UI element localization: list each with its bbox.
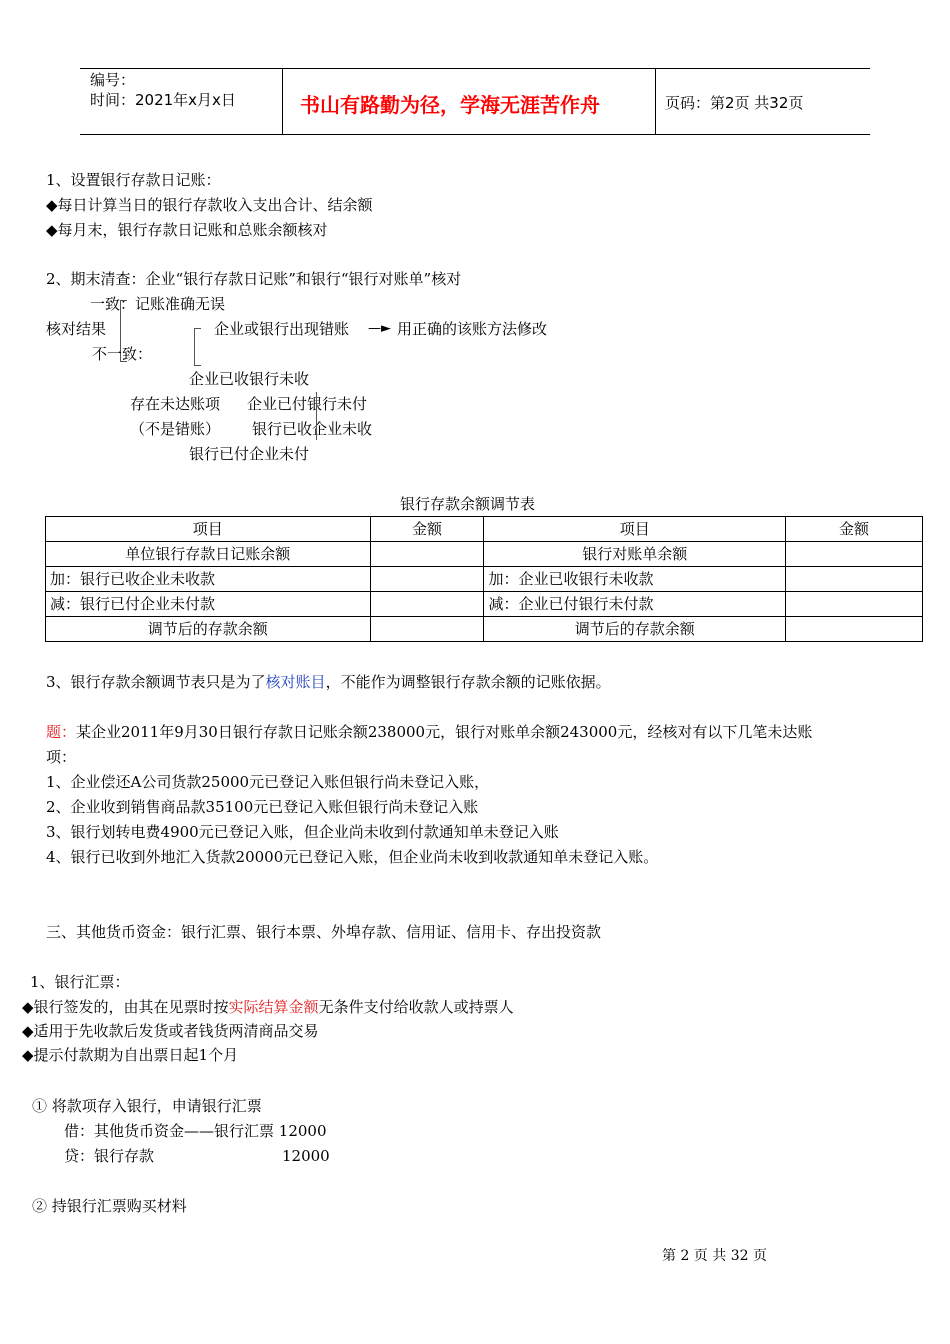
table-row [46, 617, 923, 642]
section2-title: 2、期末清查：企业“银行存款日记账”和银行“银行对账单”核对 [46, 270, 462, 288]
table-title: 银行存款余额调节表 [400, 495, 536, 513]
table-cell: 调节后的存款余额 [46, 617, 371, 642]
bank-draft-bullet-3: ◆提示付款期为自出票日起1个月 [22, 1046, 239, 1064]
table-cell: 银行对账单余额 [484, 542, 786, 567]
bullet-1-prefix: ◆银行签发的，由其在见票时按 [22, 998, 229, 1016]
credit-amount: 12000 [282, 1147, 330, 1165]
bullet-1-suffix: 无条件支付给收款人或持票人 [318, 998, 514, 1016]
problem-item-1: 1、企业偿还A公司货款25000元已登记入账但银行尚未登记入账， [46, 773, 490, 791]
unrecorded-2: 企业已付银行未付 [247, 395, 368, 413]
header-divider-left [282, 68, 283, 135]
section1-bullet-2: ◆每月末，银行存款日记账和总账余额核对 [46, 221, 328, 239]
unrecorded-1: 企业已收银行未收 [189, 370, 310, 388]
arrow-icon: —► [368, 321, 391, 336]
header-bottom-line [80, 134, 870, 135]
unrecorded-3: 银行已收企业未收 [252, 420, 373, 438]
table-cell: 减：银行已付企业未付款 [46, 592, 371, 617]
amount-cell [786, 617, 923, 642]
problem-line-1 [46, 722, 812, 742]
serial-label: 编号： [90, 71, 136, 89]
table-cell: 减：企业已付银行未付款 [484, 592, 786, 617]
inconsistent-brace [194, 328, 201, 366]
problem-item-2: 2、企业收到销售商品款35100元已登记入账但银行尚未登记入账 [46, 798, 479, 816]
header-top-line [80, 68, 870, 69]
problem-item-3: 3、银行划转电费4900元已登记入账，但企业尚未收到付款通知单未登记入账 [46, 823, 559, 841]
time-label: 时间：2021年x月x日 [90, 91, 236, 109]
debit-entry: 借：其他货币资金——银行汇票 12000 [64, 1122, 327, 1140]
reconciliation-table [45, 516, 923, 642]
header-cell: 金额 [786, 517, 923, 542]
bank-draft-bullet-1 [22, 997, 514, 1017]
problem-line-2: 项： [46, 748, 77, 766]
section1-bullet-1: ◆每日计算当日的银行存款收入支出合计、结余额 [46, 196, 373, 214]
inconsistent-line: 不一致： [92, 345, 153, 363]
result-label: 核对结果 [46, 320, 107, 338]
problem-item-4: 4、银行已收到外地汇入货款20000元已登记入账，但企业尚未收到收款通知单未登记入账。 [46, 848, 659, 866]
bank-draft-title: 1、银行汇票： [30, 973, 130, 991]
consistent-line: 一致：记账准确无误 [90, 295, 226, 313]
amount-cell [786, 567, 923, 592]
table-row [46, 542, 923, 567]
amount-cell [786, 542, 923, 567]
footer-page-number: 第 2 页 共 32 页 [662, 1248, 767, 1264]
bank-draft-bullet-2: ◆适用于先收款后发货或者钱货两清商品交易 [22, 1022, 319, 1040]
problem-text: 某企业2011年9月30日银行存款日记账余额238000元，银行对账单余额243000元，经核对有以下几笔未达账 [76, 723, 813, 741]
table-row [46, 592, 923, 617]
header-cell: 金额 [370, 517, 484, 542]
table-cell: 调节后的存款余额 [484, 617, 786, 642]
amount-cell [370, 542, 484, 567]
section3-line [46, 672, 611, 692]
section3-prefix: 3、银行存款余额调节表只是为了 [46, 673, 266, 691]
table-cell: 加：银行已收企业未收款 [46, 567, 371, 592]
header-cell: 项目 [46, 517, 371, 542]
unrecorded-4: 银行已付企业未付 [189, 445, 310, 463]
header-motto: 书山有路勤为径，学海无涯苦作舟 [300, 93, 600, 117]
section1-title: 1、设置银行存款日记账： [46, 171, 221, 189]
table-header-row [46, 517, 923, 542]
unrecorded-brace [316, 392, 317, 440]
section3-suffix: ，不能作为调整银行存款余额的记账依据。 [325, 673, 611, 691]
amount-cell [370, 567, 484, 592]
page-info: 页码：第2页 共32页 [665, 94, 804, 112]
table-cell: 单位银行存款日记账余额 [46, 542, 371, 567]
problem-label: 题： [46, 723, 77, 741]
amount-cell [786, 592, 923, 617]
amount-cell [370, 592, 484, 617]
table-cell: 加：企业已收银行未收款 [484, 567, 786, 592]
credit-label: 贷：银行存款 [64, 1147, 155, 1165]
step-2: ② 持银行汇票购买材料 [32, 1197, 187, 1215]
header-divider-right [655, 68, 656, 135]
bullet-1-highlight: 实际结算金额 [228, 998, 319, 1016]
other-funds-title: 三、其他货币资金：银行汇票、银行本票、外埠存款、信用证、信用卡、存出投资款 [46, 923, 602, 941]
section3-highlight: 核对账目 [265, 673, 326, 691]
error-fix: 用正确的该账方法修改 [397, 320, 548, 338]
header-cell: 项目 [484, 517, 786, 542]
error-branch: 企业或银行出现错账 [214, 320, 350, 338]
amount-cell [370, 617, 484, 642]
step-1: ① 将款项存入银行，申请银行汇票 [32, 1097, 262, 1115]
unrecorded-label: 存在未达账项 [130, 395, 221, 413]
not-error-label: （不是错账） [130, 420, 221, 438]
table-row [46, 567, 923, 592]
